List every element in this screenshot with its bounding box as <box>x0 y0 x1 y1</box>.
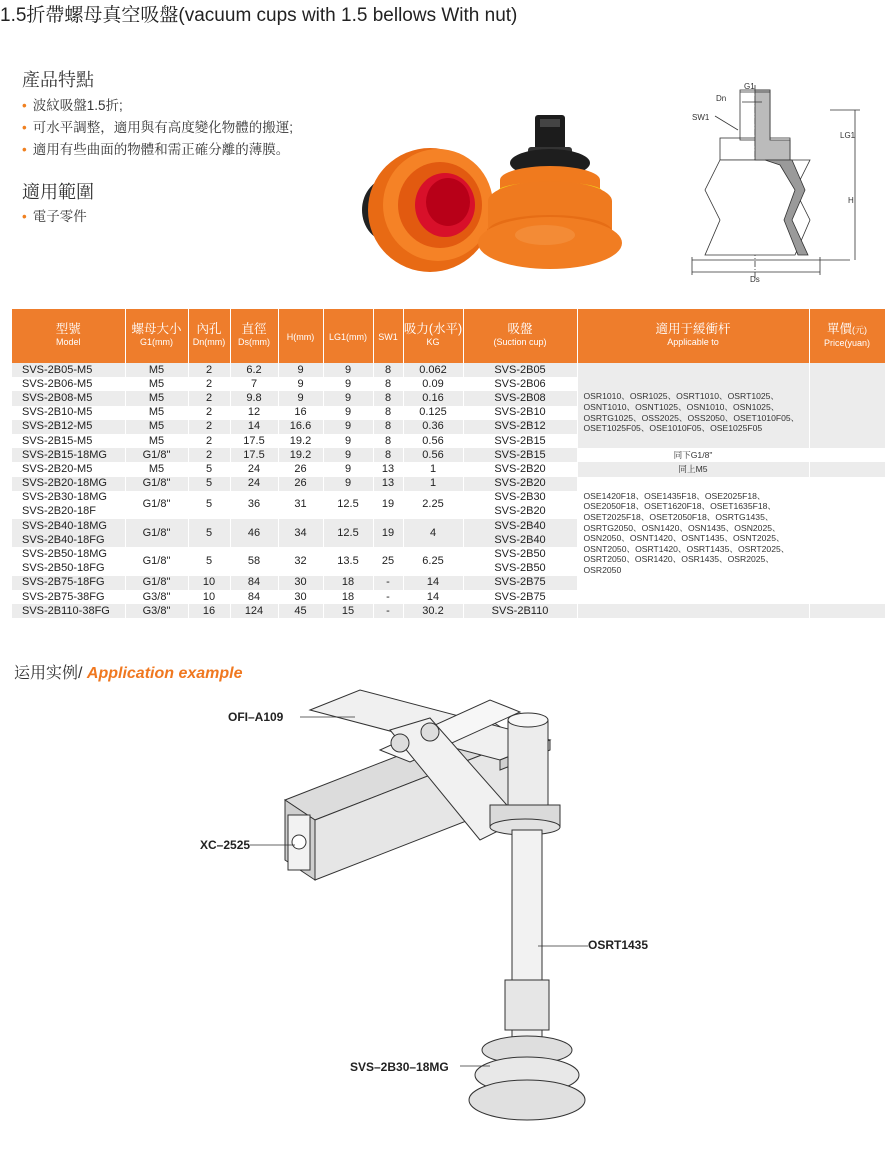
table-cell: 9.8 <box>230 391 278 405</box>
table-cell: M5 <box>125 363 188 377</box>
table-cell: 16 <box>278 406 323 420</box>
table-cell: SVS-2B20 <box>463 477 577 491</box>
table-cell: 30.2 <box>403 604 463 618</box>
col-header-model: 型號 Model <box>12 309 125 363</box>
col-header-lg1: LG1(mm) <box>323 309 373 363</box>
table-cell: 0.125 <box>403 406 463 420</box>
table-cell: 8 <box>373 448 403 462</box>
price-cell <box>809 590 885 604</box>
table-cell: 0.56 <box>403 434 463 448</box>
table-cell: 5 <box>188 547 230 575</box>
table-cell: SVS-2B30-18MG <box>12 491 125 505</box>
spec-table <box>12 309 886 618</box>
table-cell: 8 <box>373 434 403 448</box>
table-cell: 18 <box>323 590 373 604</box>
table-cell: 9 <box>323 448 373 462</box>
table-cell: 2 <box>188 406 230 420</box>
model-cell: SVS-2B110-38FG <box>12 604 125 618</box>
table-cell: 9 <box>323 477 373 491</box>
table-cell: 2.25 <box>403 491 463 519</box>
table-cell: SVS-2B08 <box>463 391 577 405</box>
table-cell: SVS-2B40-18FG <box>12 533 125 547</box>
table-cell: 19.2 <box>278 448 323 462</box>
col-header-kg: 吸力(水平) KG <box>403 309 463 363</box>
table-cell: 5 <box>188 462 230 476</box>
table-cell: SVS-2B75 <box>463 576 577 590</box>
table-cell: 2 <box>188 434 230 448</box>
cup-front-view <box>362 148 493 272</box>
table-cell: 84 <box>230 590 278 604</box>
model-cell: SVS-2B08-M5 <box>12 391 125 405</box>
model-cell: SVS-2B12-M5 <box>12 420 125 434</box>
label-osrt1435: OSRT1435 <box>588 938 649 952</box>
col-header-ds: 直徑 Ds(mm) <box>230 309 278 363</box>
price-cell <box>809 462 885 476</box>
table-cell: G1/8" <box>125 477 188 491</box>
label-ds: Ds <box>750 275 760 284</box>
table-cell: 12.5 <box>323 519 373 547</box>
table-cell: 26 <box>278 462 323 476</box>
table-cell: SVS-2B12 <box>463 420 577 434</box>
table-header-row <box>12 309 885 363</box>
table-cell: 10 <box>188 590 230 604</box>
table-cell: 8 <box>373 420 403 434</box>
label-ofi-a109: OFI–A109 <box>228 710 284 724</box>
table-cell: 7 <box>230 377 278 391</box>
table-cell: SVS-2B05 <box>463 363 577 377</box>
product-photo <box>330 85 630 300</box>
table-cell: 9 <box>323 406 373 420</box>
table-row <box>12 377 885 391</box>
model-cell: SVS-2B20-M5 <box>12 462 125 476</box>
label-dn: Dn <box>716 94 727 103</box>
table-cell: 15 <box>323 604 373 618</box>
table-cell: 9 <box>323 462 373 476</box>
table-cell: 14 <box>403 590 463 604</box>
scope-item: • 電子零件 <box>22 209 87 224</box>
table-cell: 17.5 <box>230 434 278 448</box>
table-cell: 16 <box>188 604 230 618</box>
applicable-cell: OSE1420F18、OSE1435F18、OSE2025F18、OSE2050F18、OSET1620F18、OSET1635F18、OSET2025F18、OSET2050F18、OSRTG1435、OSRTG2050、OSN1420、OSN1435、OSN2025、OSN2050、OSNT1420、OSNT1435、OSNT2025、OSNT2050、OSRT1420、OSRT1435、OSRT2025、OSRT2050、OSR1420、OSR1435、OSR2025、OSR2050 <box>577 477 809 591</box>
model-cell: SVS-2B06-M5 <box>12 377 125 391</box>
cup-side-view <box>478 115 622 269</box>
table-cell: 26 <box>278 477 323 491</box>
table-cell: 0.16 <box>403 391 463 405</box>
table-cell: 32 <box>278 547 323 575</box>
table-cell: 13 <box>373 462 403 476</box>
table-cell: 9 <box>278 391 323 405</box>
application-heading: 运用实例/ Application example <box>14 665 243 682</box>
table-cell: SVS-2B30 <box>463 491 577 505</box>
table-cell: 24 <box>230 462 278 476</box>
table-cell: 9 <box>278 377 323 391</box>
table-cell: - <box>373 590 403 604</box>
table-cell: 10 <box>188 576 230 590</box>
table-cell: 9 <box>323 420 373 434</box>
label-xc-2525: XC–2525 <box>200 838 251 852</box>
table-cell: 0.062 <box>403 363 463 377</box>
table-cell: 6.2 <box>230 363 278 377</box>
table-cell: M5 <box>125 420 188 434</box>
table-cell: 0.36 <box>403 420 463 434</box>
price-cell <box>809 604 885 618</box>
applicable-cell: 同下G1/8" <box>577 448 809 462</box>
table-cell: 8 <box>373 406 403 420</box>
table-cell: - <box>373 576 403 590</box>
table-cell: M5 <box>125 434 188 448</box>
table-cell: 46 <box>230 519 278 547</box>
label-sw1: SW1 <box>692 113 710 122</box>
table-cell: G3/8" <box>125 590 188 604</box>
table-cell: 2 <box>188 377 230 391</box>
table-cell: 16.6 <box>278 420 323 434</box>
page-title: 1.5折帶螺母真空吸盤(vacuum cups with 1.5 bellows With nut) <box>0 5 518 26</box>
price-cell <box>809 448 885 462</box>
table-cell: 8 <box>373 363 403 377</box>
table-cell: 0.56 <box>403 448 463 462</box>
table-cell: SVS-2B50-18MG <box>12 547 125 561</box>
table-cell: SVS-2B50 <box>463 547 577 561</box>
table-row <box>12 604 885 618</box>
table-cell: 18 <box>323 576 373 590</box>
table-cell: 84 <box>230 576 278 590</box>
model-cell: SVS-2B15-18MG <box>12 448 125 462</box>
table-cell: G3/8" <box>125 604 188 618</box>
application-illustration <box>190 680 710 1140</box>
col-header-sw1: SW1 <box>373 309 403 363</box>
table-cell: G1/8" <box>125 448 188 462</box>
model-cell: SVS-2B75-18FG <box>12 576 125 590</box>
table-cell: 9 <box>323 434 373 448</box>
table-cell: SVS-2B20 <box>463 462 577 476</box>
col-header-price: 單價(元) Price(yuan) <box>809 309 885 363</box>
table-cell: 9 <box>278 363 323 377</box>
table-cell: 36 <box>230 491 278 519</box>
table-cell: G1/8" <box>125 576 188 590</box>
table-cell: 2 <box>188 448 230 462</box>
table-cell: 19 <box>373 491 403 519</box>
table-cell: 5 <box>188 477 230 491</box>
table-cell: 5 <box>188 491 230 519</box>
technical-drawing <box>680 80 880 290</box>
table-cell: SVS-2B15 <box>463 434 577 448</box>
table-cell: 1 <box>403 462 463 476</box>
table-cell: SVS-2B20 <box>463 505 577 519</box>
label-lg1: LG1 <box>840 131 856 140</box>
table-cell: 9 <box>323 377 373 391</box>
label-svs-2b30-18mg: SVS–2B30–18MG <box>350 1060 449 1074</box>
table-cell: 14 <box>403 576 463 590</box>
label-h: H <box>848 196 854 205</box>
table-cell: 12 <box>230 406 278 420</box>
table-cell: SVS-2B110 <box>463 604 577 618</box>
table-cell: 9 <box>323 363 373 377</box>
table-cell: SVS-2B10 <box>463 406 577 420</box>
table-cell: SVS-2B15 <box>463 448 577 462</box>
table-cell: 5 <box>188 519 230 547</box>
table-cell: 124 <box>230 604 278 618</box>
table-cell: 2 <box>188 391 230 405</box>
table-cell: 30 <box>278 590 323 604</box>
applicable-cell: OSR1010、OSR1025、OSRT1010、OSRT1025、OSNT1010、OSNT1025、OSN1010、OSN1025、OSRTG1025、OSS2025、OSS2050、OSET1010F05、OSET1025F05、OSE1010F05、OSE1025F05 <box>577 377 809 448</box>
table-cell: 13.5 <box>323 547 373 575</box>
table-cell: - <box>373 604 403 618</box>
table-cell: 6.25 <box>403 547 463 575</box>
table-cell: 8 <box>373 391 403 405</box>
table-cell: 34 <box>278 519 323 547</box>
applicable-cell: 同上M5 <box>577 462 809 476</box>
table-cell: 31 <box>278 491 323 519</box>
model-cell: SVS-2B75-38FG <box>12 590 125 604</box>
table-cell: 58 <box>230 547 278 575</box>
table-cell: 1 <box>403 477 463 491</box>
table-cell: 25 <box>373 547 403 575</box>
table-cell: 13 <box>373 477 403 491</box>
table-cell: 45 <box>278 604 323 618</box>
price-cell <box>809 363 885 377</box>
table-cell: 8 <box>373 377 403 391</box>
model-cell: SVS-2B15-M5 <box>12 434 125 448</box>
table-cell: 0.09 <box>403 377 463 391</box>
price-cell <box>809 477 885 591</box>
table-cell: 12.5 <box>323 491 373 519</box>
table-cell: 4 <box>403 519 463 547</box>
table-cell: M5 <box>125 462 188 476</box>
table-cell: 14 <box>230 420 278 434</box>
table-row <box>12 590 885 604</box>
feature-item: • 波紋吸盤1.5折; <box>22 98 123 113</box>
col-header-cup: 吸盤 (Suction cup) <box>463 309 577 363</box>
feature-item: • 適用有些曲面的物體和需正確分離的薄膜。 <box>22 142 290 157</box>
applicable-cell <box>577 590 809 604</box>
table-row <box>12 448 885 462</box>
table-cell: SVS-2B40-18MG <box>12 519 125 533</box>
table-cell: 2 <box>188 420 230 434</box>
price-cell <box>809 377 885 448</box>
table-cell: G1/8" <box>125 519 188 547</box>
table-cell: SVS-2B20-18F <box>12 505 125 519</box>
table-cell: 19.2 <box>278 434 323 448</box>
col-header-g1: 螺母大小 G1(mm) <box>125 309 188 363</box>
table-cell: 17.5 <box>230 448 278 462</box>
scope-heading: 適用範圍 <box>22 182 94 202</box>
applicable-cell <box>577 363 809 377</box>
table-cell: SVS-2B50-18FG <box>12 562 125 576</box>
col-header-h: H(mm) <box>278 309 323 363</box>
model-cell: SVS-2B10-M5 <box>12 406 125 420</box>
table-cell: M5 <box>125 406 188 420</box>
table-cell: 19 <box>373 519 403 547</box>
label-g1: G1 <box>744 82 755 91</box>
table-cell: SVS-2B75 <box>463 590 577 604</box>
table-cell: G1/8" <box>125 491 188 519</box>
table-cell: SVS-2B40 <box>463 533 577 547</box>
model-cell: SVS-2B20-18MG <box>12 477 125 491</box>
table-cell: M5 <box>125 377 188 391</box>
table-row <box>12 477 885 491</box>
col-header-dn: 內孔 Dn(mm) <box>188 309 230 363</box>
table-cell: 24 <box>230 477 278 491</box>
table-cell: 2 <box>188 363 230 377</box>
table-cell: SVS-2B50 <box>463 562 577 576</box>
table-cell: 30 <box>278 576 323 590</box>
col-header-applicable: 適用于緩衝杆 Applicable to <box>577 309 809 363</box>
table-cell: SVS-2B06 <box>463 377 577 391</box>
feature-item: • 可水平調整，適用與有高度變化物體的搬運; <box>22 120 293 135</box>
table-cell: G1/8" <box>125 547 188 575</box>
model-cell: SVS-2B05-M5 <box>12 363 125 377</box>
applicable-cell <box>577 604 809 618</box>
table-cell: M5 <box>125 391 188 405</box>
table-cell: 9 <box>323 391 373 405</box>
table-row <box>12 363 885 377</box>
table-cell: SVS-2B40 <box>463 519 577 533</box>
features-heading: 產品特點 <box>22 70 94 90</box>
table-row <box>12 462 885 476</box>
